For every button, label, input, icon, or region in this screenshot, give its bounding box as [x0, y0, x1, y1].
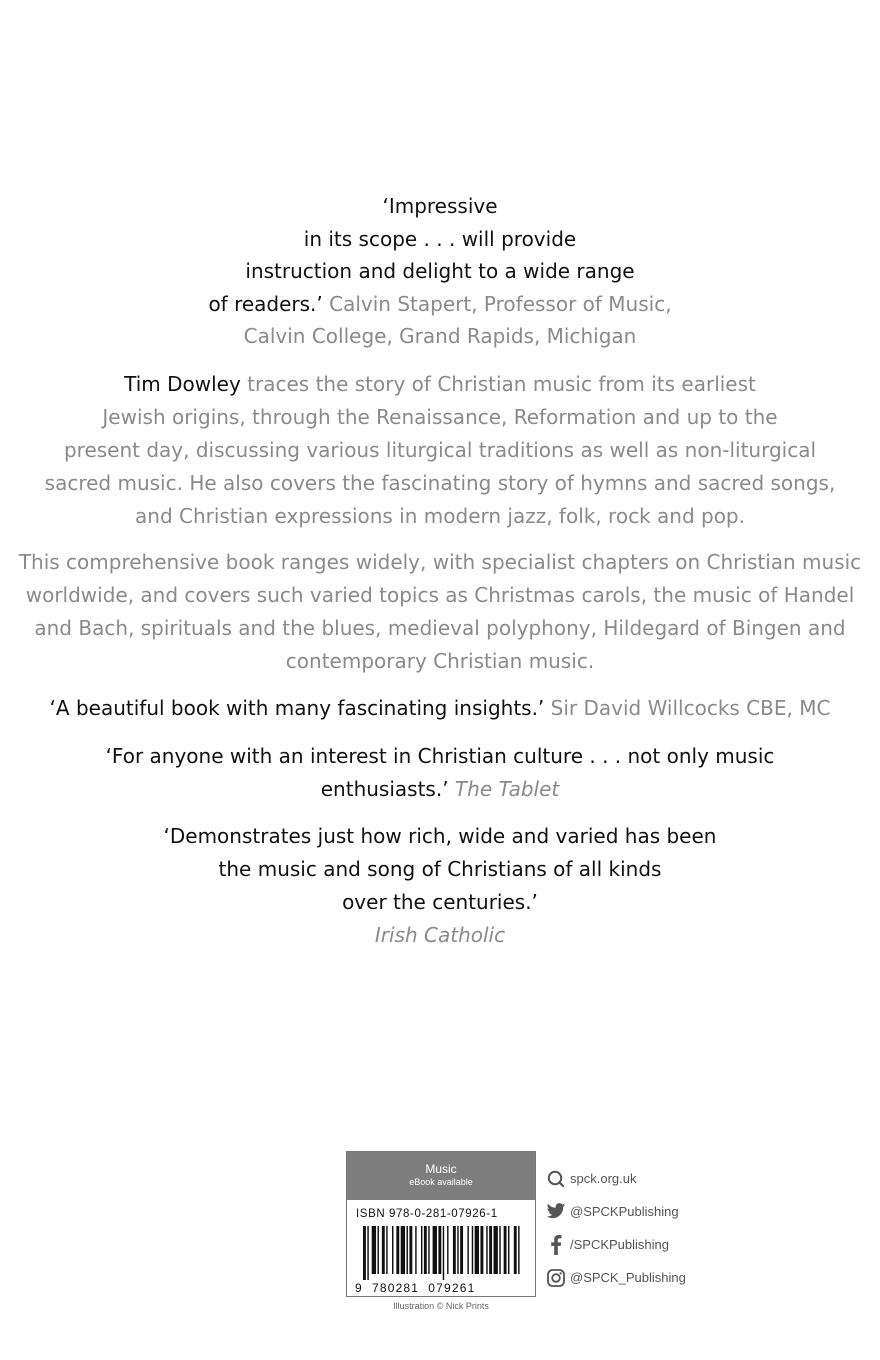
website-link[interactable] — [546, 1162, 686, 1195]
facebook-link[interactable] — [546, 1228, 686, 1261]
barcode-bar — [409, 1226, 412, 1274]
blurb-line: present day, discussing various liturgical traditions as well as non-liturgical — [63, 438, 817, 462]
attribution-source: The Tablet — [454, 777, 560, 801]
barcode-bar — [472, 1226, 473, 1274]
barcode-bar — [424, 1226, 427, 1274]
barcode-bars — [363, 1226, 520, 1280]
quote-impressive — [0, 190, 880, 353]
twitter-link[interactable] — [546, 1195, 686, 1228]
blurb-line: and Bach, spirituals and the blues, medieval polyphony, Hildegard of Bingen and — [34, 616, 846, 640]
attribution-name: Sir David Willcocks CBE, MC — [550, 696, 831, 720]
barcode-bar — [460, 1226, 463, 1274]
instagram-icon — [546, 1268, 566, 1288]
instagram-link[interactable] — [546, 1261, 686, 1294]
quote-text: ‘A beautiful book with many fascinating insights.’ — [49, 696, 545, 720]
quote-line: in its scope . . . will provide — [303, 226, 577, 251]
blurb-line: worldwide, and covers such varied topics as Christmas carols, the music of Handel — [25, 583, 855, 607]
barcode-bar — [508, 1226, 509, 1274]
barcode-bar — [447, 1226, 448, 1274]
blurb-line: This comprehensive book ranges widely, with specialist chapters on Christian music — [18, 550, 862, 574]
blurb-line: Jewish origins, through the Renaissance, Reformation and up to the — [102, 405, 778, 429]
barcode-bar — [363, 1226, 366, 1280]
barcode-bar — [386, 1226, 387, 1274]
barcode-bar — [382, 1226, 385, 1274]
attribution-name: Calvin Stapert — [329, 291, 472, 316]
quote-line: ‘For anyone with an interest in Christian culture . . . not only music — [105, 744, 775, 768]
quote-end: of readers.’ — [208, 291, 323, 316]
barcode-bar — [372, 1226, 376, 1274]
barcode-bar — [396, 1226, 399, 1274]
attribution-affiliation: Calvin College, Grand Rapids, Michigan — [243, 324, 637, 348]
barcode-bar — [494, 1226, 498, 1274]
author-name: Tim Dowley — [124, 372, 241, 396]
barcode-bar — [438, 1226, 441, 1274]
barcode-bar — [499, 1226, 500, 1274]
blurb-line — [0, 368, 880, 401]
quote-line: ‘Demonstrates just how rich, wide and varied has been — [163, 824, 717, 848]
quote-line-with-attribution — [0, 288, 880, 321]
blurb-paragraph-1 — [0, 368, 880, 533]
barcode-digits: 9 780281 079261 — [355, 1281, 476, 1295]
quote-demonstrates — [0, 820, 880, 952]
quote-line: instruction and delight to a wide range — [245, 259, 635, 283]
blurb-paragraph-2 — [0, 546, 880, 678]
blurb-text: traces the story of Christian music from its earliest — [240, 372, 756, 396]
quote-text: enthusiasts.’ — [320, 777, 449, 801]
twitter-handle: @SPCKPublishing — [570, 1204, 679, 1219]
quote-line: ‘Impressive — [382, 194, 498, 218]
barcode-bar — [504, 1226, 507, 1274]
barcode-bar — [367, 1226, 368, 1280]
blurb-line: and Christian expressions in modern jazz, folk, rock and pop. — [135, 504, 745, 528]
illustration-credit: Illustration © Nick Prints — [393, 1301, 489, 1311]
blurb-line: contemporary Christian music. — [285, 649, 595, 673]
quote-beautiful-book — [0, 692, 880, 725]
barcode-bar — [453, 1226, 456, 1274]
barcode-bar — [401, 1226, 405, 1274]
category-header — [347, 1152, 535, 1200]
barcode-bar — [518, 1226, 519, 1274]
quote-line — [0, 692, 880, 725]
barcode-bar — [443, 1226, 444, 1280]
barcode-bar — [428, 1226, 429, 1274]
attribution-source: Irish Catholic — [374, 923, 506, 947]
category-label: Music — [425, 1162, 457, 1176]
barcode-bar — [486, 1226, 487, 1274]
quote-line: the music and song of Christians of all kinds — [218, 857, 662, 881]
quote-christian-culture — [0, 740, 880, 806]
barcode-image — [347, 1222, 535, 1296]
barcode-bar — [415, 1226, 416, 1274]
ebook-label: eBook available — [409, 1177, 473, 1187]
quote-line: over the centuries.’ — [342, 890, 538, 914]
twitter-icon — [546, 1202, 566, 1222]
barcode-bar — [407, 1226, 408, 1274]
facebook-icon — [546, 1235, 566, 1255]
globe-search-icon — [546, 1169, 566, 1189]
social-links — [546, 1162, 686, 1294]
barcode-bar — [433, 1226, 437, 1274]
barcode-bar — [475, 1226, 479, 1274]
barcode-bar — [457, 1226, 458, 1274]
barcode-bar — [467, 1226, 468, 1274]
instagram-handle: @SPCK_Publishing — [570, 1270, 686, 1285]
barcode-bar — [421, 1226, 422, 1274]
isbn-label: ISBN 978-0-281-07926-1 — [356, 1208, 498, 1220]
barcode-bar — [378, 1226, 379, 1274]
barcode-bar — [489, 1226, 492, 1274]
attribution-title: , Professor of Music, — [471, 291, 672, 316]
website-text: spck.org.uk — [570, 1171, 637, 1186]
quote-line — [0, 773, 880, 806]
barcode-panel — [346, 1151, 536, 1297]
barcode-bar — [480, 1226, 483, 1274]
barcode-bar — [514, 1226, 517, 1274]
blurb-line: sacred music. He also covers the fascinating story of hymns and sacred songs, — [44, 471, 836, 495]
facebook-handle: /SPCKPublishing — [570, 1237, 669, 1252]
barcode-bar — [392, 1226, 393, 1274]
